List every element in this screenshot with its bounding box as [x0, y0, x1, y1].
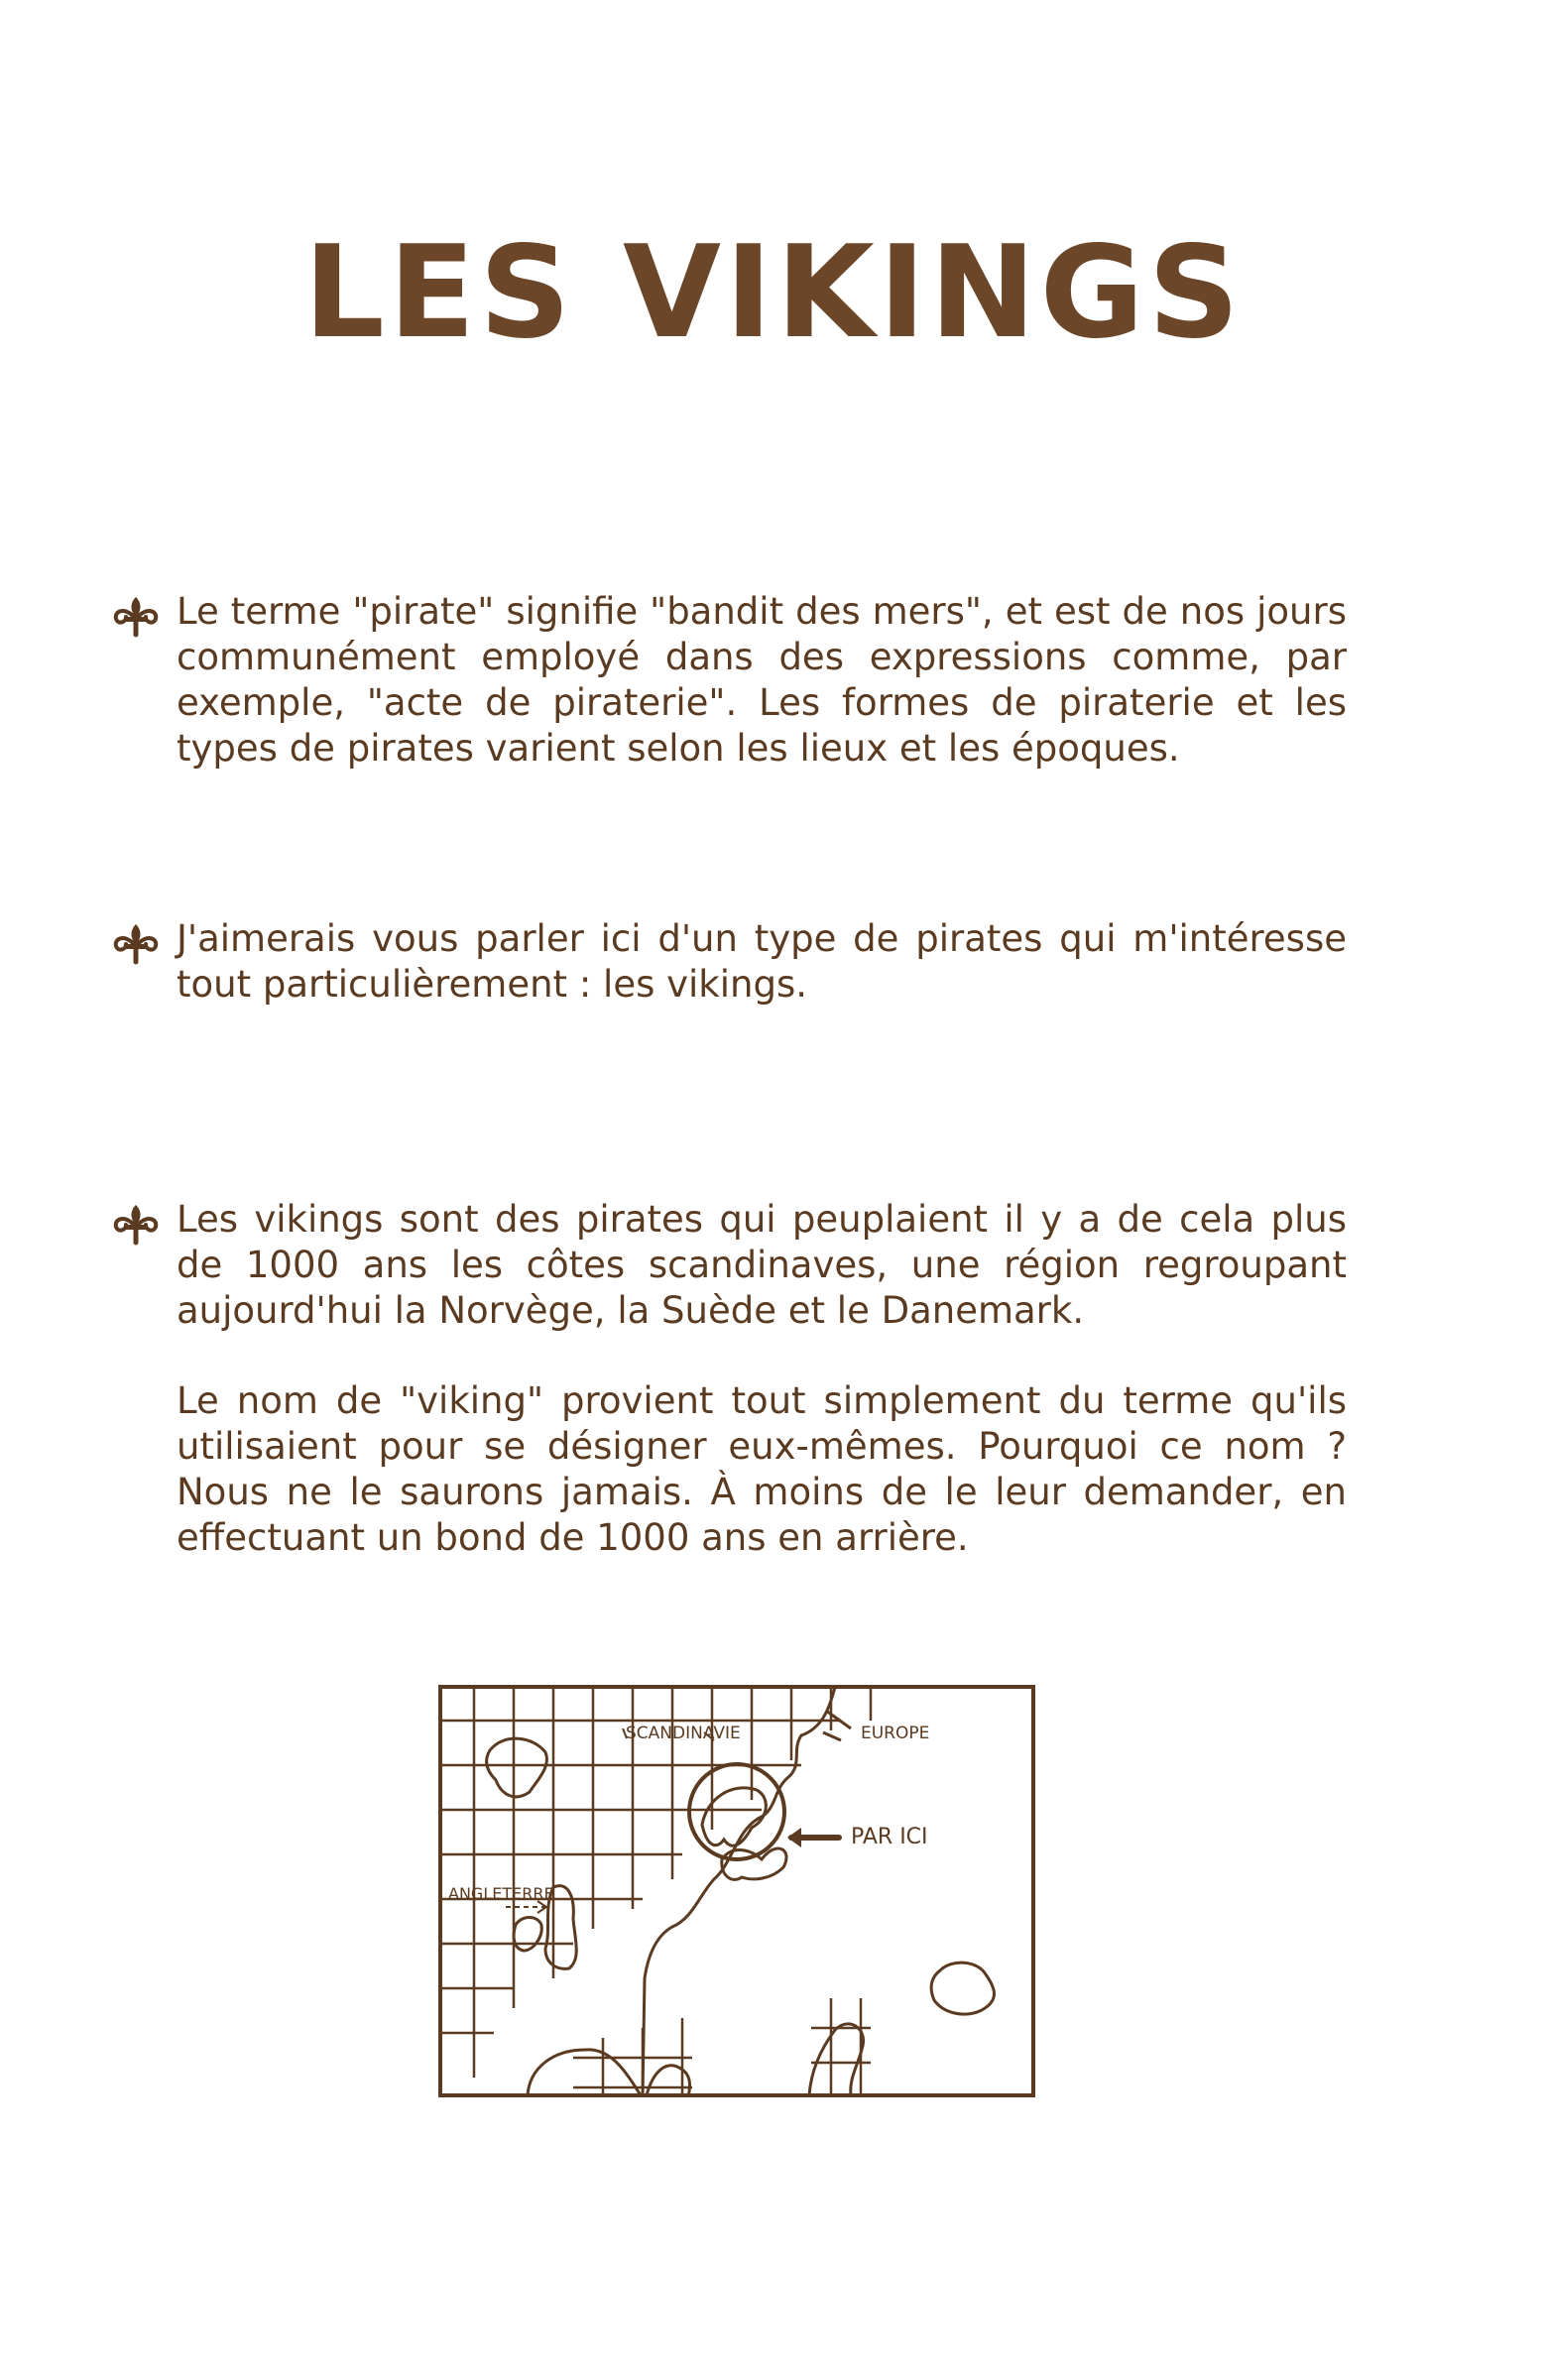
vikings-intro-paragraph: J'aimerais vous parler ici d'un type de pirates qui m'intéresse tout particulièrement : les vikings.	[177, 917, 1347, 1006]
europe-map-illustration	[434, 1681, 1049, 2107]
page-title: LES VIKINGS	[303, 219, 1244, 367]
map-label-par-ici: PAR ICI	[851, 1825, 928, 1849]
map-label-europe: EUROPE	[861, 1724, 930, 1743]
vikings-history-paragraph: Les vikings sont des pirates qui peuplaient il y a de cela plus de 1000 ans les côtes scandinaves, une région regroupant aujourd'hui la Norvège, la Suède et le Danemark.	[177, 1198, 1347, 1332]
map-label-scandinavie: SCANDINAVIE	[626, 1724, 741, 1743]
intro-paragraph: Le terme "pirate" signifie "bandit des mers", et est de nos jours communément employé dans des expressions comme, par exemple, "acte de piraterie". Les formes de piraterie et les types de pirates varient selon les lieux et les époques.	[177, 590, 1347, 770]
viking-name-paragraph: Le nom de "viking" provient tout simplement du terme qu'ils utilisaient pour se désigner eux-mêmes. Pourquoi ce nom ? Nous ne le saurons jamais. À moins de le leur demander, en effectuant un bond de 1000 ans en arrière.	[177, 1379, 1347, 1559]
map-label-angleterre: ANGLETERRE	[448, 1884, 554, 1903]
fleur-de-lis-icon	[111, 1201, 161, 1247]
fleur-de-lis-icon	[111, 920, 161, 966]
fleur-de-lis-icon	[111, 593, 161, 639]
